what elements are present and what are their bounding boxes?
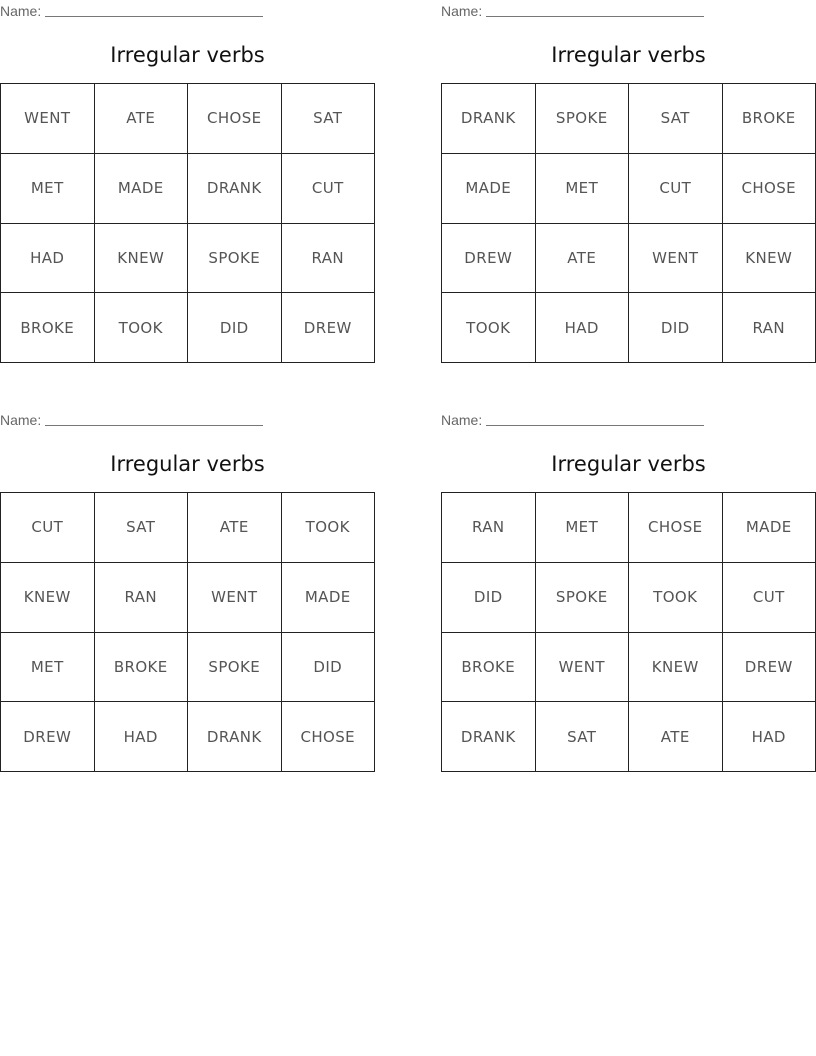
grid-cell: MADE (95, 154, 189, 224)
grid-cell: SPOKE (188, 633, 282, 703)
grid-cell: HAD (536, 293, 630, 363)
grid-cell: SAT (282, 84, 376, 154)
grid-cell: SAT (95, 493, 189, 563)
grid-cell: TOOK (95, 293, 189, 363)
word-grid (441, 492, 816, 772)
grid-cell: WENT (536, 633, 630, 703)
grid-cell: CHOSE (188, 84, 282, 154)
grid-cell: MADE (282, 563, 376, 633)
grid-cell: CUT (282, 154, 376, 224)
grid-cell: DID (629, 293, 723, 363)
bingo-card-3 (0, 409, 375, 774)
grid-cell: DREW (1, 702, 95, 772)
grid-cell: MADE (442, 154, 536, 224)
grid-cell: RAN (95, 563, 189, 633)
grid-cell: ATE (188, 493, 282, 563)
grid-cell: MET (1, 633, 95, 703)
grid-cell: MET (1, 154, 95, 224)
grid-cell: CHOSE (723, 154, 816, 224)
grid-cell: BROKE (1, 293, 95, 363)
name-blank-line[interactable] (486, 2, 704, 17)
grid-cell: CUT (629, 154, 723, 224)
name-blank-line[interactable] (486, 411, 704, 426)
name-label: Name: (0, 3, 42, 19)
name-blank-line[interactable] (45, 2, 263, 17)
grid-cell: RAN (282, 224, 376, 294)
grid-cell: WENT (1, 84, 95, 154)
grid-cell: MET (536, 154, 630, 224)
grid-cell: SAT (629, 84, 723, 154)
word-grid (0, 492, 375, 772)
grid-cell: DID (188, 293, 282, 363)
grid-cell: TOOK (629, 563, 723, 633)
name-row (0, 411, 263, 429)
grid-cell: MET (536, 493, 630, 563)
grid-cell: DID (282, 633, 376, 703)
grid-cell: KNEW (95, 224, 189, 294)
grid-cell: DREW (282, 293, 376, 363)
name-label: Name: (441, 412, 483, 428)
grid-cell: DRANK (188, 154, 282, 224)
grid-cell: DID (442, 563, 536, 633)
name-blank-line[interactable] (45, 411, 263, 426)
bingo-card-1 (0, 0, 375, 365)
word-grid (0, 83, 375, 363)
card-title: Irregular verbs (110, 43, 265, 67)
grid-cell: BROKE (442, 633, 536, 703)
grid-cell: TOOK (282, 493, 376, 563)
grid-cell: HAD (95, 702, 189, 772)
name-row (0, 2, 263, 20)
grid-cell: SPOKE (536, 563, 630, 633)
card-title: Irregular verbs (551, 452, 706, 476)
name-row (441, 2, 704, 20)
grid-cell: DRANK (442, 702, 536, 772)
word-grid (441, 83, 816, 363)
card-title: Irregular verbs (110, 452, 265, 476)
grid-cell: CHOSE (629, 493, 723, 563)
name-label: Name: (441, 3, 483, 19)
grid-cell: HAD (1, 224, 95, 294)
name-label: Name: (0, 412, 42, 428)
grid-cell: DREW (442, 224, 536, 294)
grid-cell: RAN (723, 293, 816, 363)
bingo-card-2 (441, 0, 816, 365)
grid-cell: MADE (723, 493, 816, 563)
grid-cell: WENT (188, 563, 282, 633)
grid-cell: CUT (1, 493, 95, 563)
grid-cell: TOOK (442, 293, 536, 363)
grid-cell: WENT (629, 224, 723, 294)
grid-cell: ATE (629, 702, 723, 772)
grid-cell: ATE (95, 84, 189, 154)
grid-cell: DREW (723, 633, 816, 703)
grid-cell: RAN (442, 493, 536, 563)
grid-cell: BROKE (95, 633, 189, 703)
grid-cell: KNEW (629, 633, 723, 703)
grid-cell: ATE (536, 224, 630, 294)
grid-cell: HAD (723, 702, 816, 772)
grid-cell: DRANK (188, 702, 282, 772)
grid-cell: SPOKE (188, 224, 282, 294)
grid-cell: DRANK (442, 84, 536, 154)
bingo-card-4 (441, 409, 816, 774)
name-row (441, 411, 704, 429)
grid-cell: KNEW (1, 563, 95, 633)
grid-cell: SAT (536, 702, 630, 772)
grid-cell: CUT (723, 563, 816, 633)
grid-cell: SPOKE (536, 84, 630, 154)
card-title: Irregular verbs (551, 43, 706, 67)
grid-cell: KNEW (723, 224, 816, 294)
grid-cell: CHOSE (282, 702, 376, 772)
grid-cell: BROKE (723, 84, 816, 154)
